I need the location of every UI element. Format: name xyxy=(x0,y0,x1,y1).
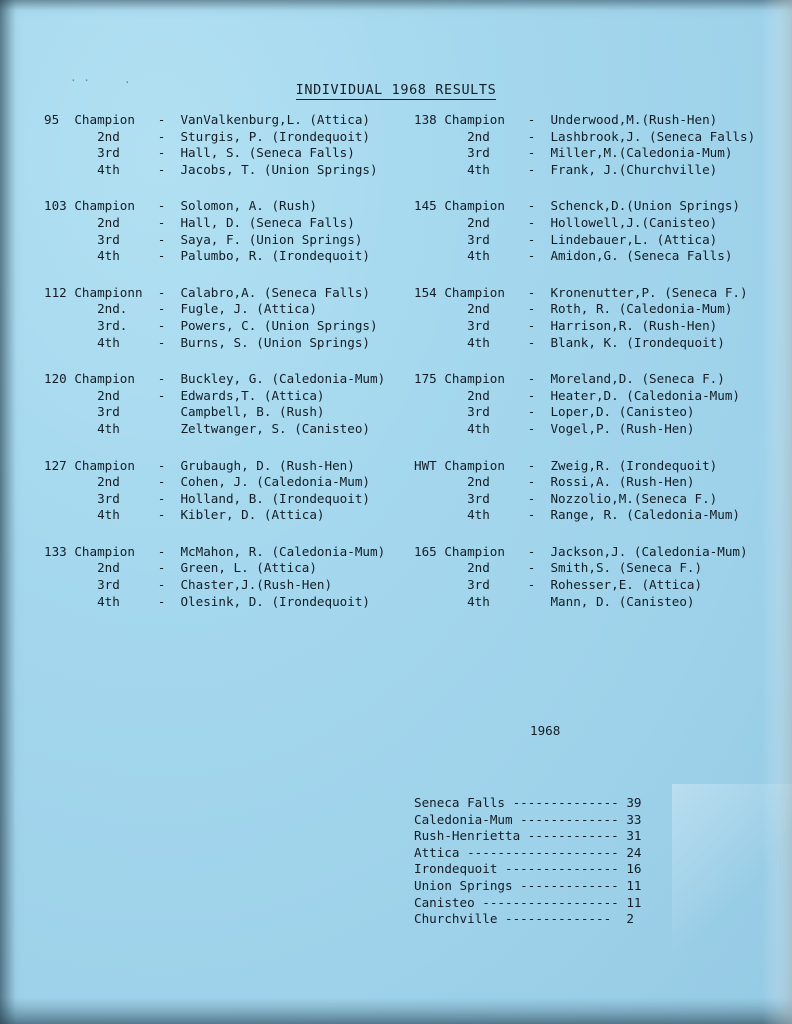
result-row xyxy=(414,577,755,594)
page-edge-top xyxy=(0,0,792,10)
placement-label: 3rd xyxy=(66,577,151,593)
placement-label: 2nd xyxy=(436,301,521,317)
row-dash: - xyxy=(527,371,536,387)
result-row xyxy=(44,560,385,577)
wrestler-name-school: Campbell, B. (Rush) xyxy=(172,404,325,420)
leader-dots: ------------- xyxy=(520,877,619,893)
placement-label: 2nd xyxy=(66,474,151,490)
result-row xyxy=(44,507,385,524)
placement-label: Champion xyxy=(66,198,151,214)
placement-label: 4th xyxy=(436,334,521,350)
placement-label: 3rd xyxy=(66,231,151,247)
ink-smudge-right: · xyxy=(124,76,131,89)
result-row xyxy=(414,404,755,421)
placement-label: 4th xyxy=(436,161,521,177)
result-row xyxy=(414,318,755,335)
leader-dots: --------------- xyxy=(505,861,619,877)
team-score-row xyxy=(414,812,641,829)
row-dash: - xyxy=(157,490,166,506)
wrestler-name-school: Cohen, J. (Caledonia-Mum) xyxy=(172,474,371,490)
weight-class-group xyxy=(414,544,755,610)
row-dash: - xyxy=(527,161,536,177)
result-row xyxy=(414,421,755,438)
result-row xyxy=(414,371,755,388)
placement-label: 4th xyxy=(66,334,151,350)
placement-label: Champion xyxy=(436,112,521,127)
leader-dots: ------------------ xyxy=(482,894,619,910)
result-row xyxy=(414,145,755,162)
placement-label: 3rd xyxy=(436,490,521,506)
wrestler-name-school: Saya, F. (Union Springs) xyxy=(172,231,363,247)
weight-class-group xyxy=(414,198,755,264)
result-row xyxy=(44,232,385,249)
row-dash: - xyxy=(157,128,166,144)
row-dash: - xyxy=(527,214,536,230)
weight-class-group xyxy=(414,285,755,351)
result-row xyxy=(44,248,385,265)
row-dash: - xyxy=(157,112,166,127)
weight-class-group xyxy=(44,285,385,351)
placement-label: Champion xyxy=(66,371,151,387)
placement-label: 3rd xyxy=(436,317,521,333)
placement-label: 3rd xyxy=(436,231,521,247)
team-name: Caledonia-Mum xyxy=(414,811,521,827)
row-dash: - xyxy=(527,404,536,420)
row-dash: - xyxy=(157,317,166,333)
row-dash: - xyxy=(527,420,536,436)
wrestler-name-school: Green, L. (Attica) xyxy=(172,560,317,576)
row-dash: - xyxy=(527,231,536,247)
wrestler-name-school: Olesink, D. (Irondequoit) xyxy=(172,593,371,609)
team-score-row xyxy=(414,911,641,928)
wrestler-name-school: Powers, C. (Union Springs) xyxy=(172,317,378,333)
wrestler-name-school: Jacobs, T. (Union Springs) xyxy=(172,161,378,177)
team-score: 33 xyxy=(618,811,642,827)
leader-dots: ------------- xyxy=(520,811,619,827)
row-dash: - xyxy=(527,145,536,161)
wrestler-name-school: Hollowell,J.(Canisteo) xyxy=(542,214,718,230)
team-score-row xyxy=(414,895,641,912)
row-dash: - xyxy=(157,387,166,403)
result-row xyxy=(44,474,385,491)
placement-label: Champion xyxy=(436,371,521,387)
results-column-right xyxy=(414,112,755,630)
placement-label: 2nd xyxy=(436,560,521,576)
row-dash: - xyxy=(157,161,166,177)
result-row xyxy=(414,388,755,405)
weight-class-label: 145 xyxy=(414,198,437,214)
row-dash: - xyxy=(157,560,166,576)
result-row xyxy=(44,404,385,421)
team-name: Churchville xyxy=(414,911,505,927)
wrestler-name-school: Miller,M.(Caledonia-Mum) xyxy=(542,145,733,161)
row-dash: - xyxy=(157,231,166,247)
result-row xyxy=(44,198,385,215)
row-dash: - xyxy=(157,577,166,593)
wrestler-name-school: Vogel,P. (Rush-Hen) xyxy=(542,420,695,436)
row-dash: - xyxy=(527,248,536,264)
placement-label: Championn xyxy=(66,284,151,300)
wrestler-name-school: Lashbrook,J. (Seneca Falls) xyxy=(542,128,756,144)
wrestler-name-school: Edwards,T. (Attica) xyxy=(172,387,325,403)
result-row xyxy=(414,162,755,179)
weight-class-label: 120 xyxy=(44,371,67,387)
wrestler-name-school: Chaster,J.(Rush-Hen) xyxy=(172,577,333,593)
wrestler-name-school: Range, R. (Caledonia-Mum) xyxy=(542,507,741,523)
result-row xyxy=(414,560,755,577)
team-name: Canisteo xyxy=(414,894,483,910)
team-score: 24 xyxy=(618,844,642,860)
wrestler-name-school: Amidon,G. (Seneca Falls) xyxy=(542,248,733,264)
result-row xyxy=(44,491,385,508)
result-row xyxy=(44,129,385,146)
placement-label: 2nd xyxy=(436,474,521,490)
result-row xyxy=(44,335,385,352)
page-edge-bottom xyxy=(0,998,792,1024)
weight-class-label: 154 xyxy=(414,284,437,300)
row-dash: - xyxy=(527,301,536,317)
team-score-row xyxy=(414,795,641,812)
wrestler-name-school: Hall, D. (Seneca Falls) xyxy=(172,214,355,230)
placement-label: 2nd xyxy=(66,128,151,144)
wrestler-name-school: Smith,S. (Seneca F.) xyxy=(542,560,703,576)
result-row xyxy=(414,544,755,561)
row-dash: - xyxy=(527,112,536,127)
placement-label: 3rd xyxy=(66,145,151,161)
result-row xyxy=(414,594,755,611)
row-dash: - xyxy=(157,248,166,264)
placement-label: 2nd xyxy=(436,387,521,403)
weight-class-group xyxy=(44,112,385,178)
placement-label: 4th xyxy=(436,593,521,609)
placement-label: 2nd xyxy=(436,214,521,230)
placement-label: 4th xyxy=(66,420,151,436)
result-row xyxy=(414,112,755,129)
wrestler-name-school: Calabro,A. (Seneca Falls) xyxy=(172,284,371,300)
team-score: 39 xyxy=(618,794,642,810)
wrestler-name-school: Jackson,J. (Caledonia-Mum) xyxy=(542,543,748,559)
row-dash: - xyxy=(527,543,536,559)
team-score: 2 xyxy=(611,911,634,927)
placement-label: 4th xyxy=(66,593,151,609)
row-dash: - xyxy=(527,577,536,593)
result-row xyxy=(44,112,385,129)
wrestler-name-school: Loper,D. (Canisteo) xyxy=(542,404,695,420)
row-dash: - xyxy=(157,371,166,387)
page-crease-right xyxy=(762,0,792,1024)
weight-class-label: 165 xyxy=(414,543,437,559)
team-name: Union Springs xyxy=(414,877,521,893)
row-dash: - xyxy=(527,457,536,473)
wrestler-name-school: Zeltwanger, S. (Canisteo) xyxy=(172,420,371,436)
row-dash: - xyxy=(527,198,536,214)
placement-label: 4th xyxy=(66,161,151,177)
placement-label: 3rd xyxy=(436,404,521,420)
wrestler-name-school: Holland, B. (Irondequoit) xyxy=(172,490,371,506)
result-row xyxy=(414,491,755,508)
wrestler-name-school: Rohesser,E. (Attica) xyxy=(542,577,703,593)
wrestler-name-school: Grubaugh, D. (Rush-Hen) xyxy=(172,457,355,473)
page-edge-left xyxy=(0,0,16,1024)
wrestler-name-school: Schenck,D.(Union Springs) xyxy=(542,198,741,214)
row-dash: - xyxy=(527,474,536,490)
result-row xyxy=(44,301,385,318)
row-dash: - xyxy=(157,284,166,300)
result-row xyxy=(44,318,385,335)
team-scores-year: 1968 xyxy=(530,723,561,739)
row-dash: - xyxy=(157,474,166,490)
wrestler-name-school: Lindebauer,L. (Attica) xyxy=(542,231,718,247)
placement-label: 3rd. xyxy=(66,317,151,333)
team-score: 31 xyxy=(618,828,642,844)
result-row xyxy=(44,577,385,594)
row-dash xyxy=(150,404,173,421)
row-dash: - xyxy=(157,145,166,161)
placement-label: 2nd xyxy=(66,214,151,230)
weight-class-label: 95 xyxy=(44,112,60,127)
wrestler-name-school: Rossi,A. (Rush-Hen) xyxy=(542,474,695,490)
placement-label: 2nd xyxy=(436,128,521,144)
result-row xyxy=(44,544,385,561)
team-score: 11 xyxy=(618,894,642,910)
result-row xyxy=(44,285,385,302)
placement-label: Champion xyxy=(436,198,521,214)
weight-class-group xyxy=(414,112,755,178)
placement-label: 4th xyxy=(436,507,521,523)
result-row xyxy=(44,145,385,162)
result-row xyxy=(414,301,755,318)
wrestler-name-school: Kronenutter,P. (Seneca F.) xyxy=(542,284,748,300)
leader-dots: ------------ xyxy=(527,828,619,844)
wrestler-name-school: Burns, S. (Union Springs) xyxy=(172,334,371,350)
ink-smudge-left: · · xyxy=(70,74,90,87)
result-row xyxy=(414,335,755,352)
weight-class-group xyxy=(414,458,755,524)
result-row xyxy=(414,198,755,215)
team-scores-block xyxy=(414,690,641,961)
leader-dots: -------------- xyxy=(512,794,619,810)
placement-label: 3rd xyxy=(436,145,521,161)
weight-class-group xyxy=(44,371,385,437)
result-row xyxy=(44,162,385,179)
placement-label: 3rd xyxy=(66,490,151,506)
leader-dots: -------------- xyxy=(505,911,612,927)
wrestler-name-school: Fugle, J. (Attica) xyxy=(172,301,317,317)
wrestler-name-school: Heater,D. (Caledonia-Mum) xyxy=(542,387,741,403)
wrestler-name-school: Blank, K. (Irondequoit) xyxy=(542,334,725,350)
weight-class-label: 133 xyxy=(44,543,67,559)
placement-label: 4th xyxy=(436,420,521,436)
placement-label: Champion xyxy=(436,284,521,300)
placement-label: 4th xyxy=(66,248,151,264)
placement-label: Champion xyxy=(436,457,521,473)
team-score-row xyxy=(414,845,641,862)
team-name: Attica xyxy=(414,844,468,860)
wrestler-name-school: Sturgis, P. (Irondequoit) xyxy=(172,128,371,144)
result-row xyxy=(414,232,755,249)
team-scores-rows xyxy=(414,795,641,928)
wrestler-name-school: Palumbo, R. (Irondequoit) xyxy=(172,248,371,264)
row-dash: - xyxy=(157,507,166,523)
weight-class-label: 138 xyxy=(414,112,437,127)
team-name: Irondequoit xyxy=(414,861,505,877)
row-dash: - xyxy=(527,317,536,333)
row-dash: - xyxy=(527,128,536,144)
wrestler-name-school: Harrison,R. (Rush-Hen) xyxy=(542,317,718,333)
weight-class-group xyxy=(44,458,385,524)
row-dash: - xyxy=(157,198,166,214)
row-dash: - xyxy=(157,301,166,317)
placement-label: 4th xyxy=(66,507,151,523)
team-name: Rush-Henrietta xyxy=(414,828,528,844)
wrestler-name-school: McMahon, R. (Caledonia-Mum) xyxy=(172,543,386,559)
result-row xyxy=(414,285,755,302)
result-row xyxy=(44,371,385,388)
row-dash: - xyxy=(157,457,166,473)
placement-label: 2nd xyxy=(66,387,151,403)
wrestler-name-school: VanValkenburg,L. (Attica) xyxy=(172,112,371,127)
result-row xyxy=(44,215,385,232)
placement-label: Champion xyxy=(66,112,151,127)
row-dash: - xyxy=(527,507,536,523)
wrestler-name-school: Zweig,R. (Irondequoit) xyxy=(542,457,718,473)
row-dash: - xyxy=(527,284,536,300)
weight-class-label: 112 xyxy=(44,284,67,300)
result-row xyxy=(44,594,385,611)
wrestler-name-school: Mann, D. (Canisteo) xyxy=(542,593,695,609)
wrestler-name-school: Solomon, A. (Rush) xyxy=(172,198,317,214)
result-row xyxy=(414,458,755,475)
wrestler-name-school: Underwood,M.(Rush-Hen) xyxy=(542,112,718,127)
row-dash: - xyxy=(527,387,536,403)
wrestler-name-school: Roth, R. (Caledonia-Mum) xyxy=(542,301,733,317)
weight-class-group xyxy=(44,198,385,264)
row-dash xyxy=(520,594,543,611)
placement-label: 4th xyxy=(436,248,521,264)
weight-class-group xyxy=(44,544,385,610)
row-dash: - xyxy=(157,543,166,559)
row-dash: - xyxy=(527,334,536,350)
team-score-row xyxy=(414,878,641,895)
result-row xyxy=(44,388,385,405)
weight-class-group xyxy=(414,371,755,437)
placement-label: 2nd xyxy=(66,560,151,576)
weight-class-label: 103 xyxy=(44,198,67,214)
result-row xyxy=(414,129,755,146)
wrestler-name-school: Frank, J.(Churchville) xyxy=(542,161,718,177)
row-dash: - xyxy=(157,214,166,230)
team-score: 11 xyxy=(618,877,642,893)
leader-dots: -------------------- xyxy=(467,844,619,860)
team-score-row xyxy=(414,828,641,845)
wrestler-name-school: Kibler, D. (Attica) xyxy=(172,507,325,523)
wrestler-name-school: Hall, S. (Seneca Falls) xyxy=(172,145,355,161)
wrestler-name-school: Moreland,D. (Seneca F.) xyxy=(542,371,725,387)
result-row xyxy=(44,421,385,438)
result-row xyxy=(414,507,755,524)
placement-label: Champion xyxy=(66,543,151,559)
result-row xyxy=(44,458,385,475)
page-title-text: INDIVIDUAL 1968 RESULTS xyxy=(295,82,497,98)
row-dash: - xyxy=(157,593,166,609)
weight-class-label: 175 xyxy=(414,371,437,387)
team-name: Seneca Falls xyxy=(414,794,513,810)
row-dash: - xyxy=(157,334,166,350)
result-row xyxy=(414,248,755,265)
result-row xyxy=(414,215,755,232)
page-title xyxy=(0,82,792,98)
placement-label: 2nd. xyxy=(66,301,151,317)
placement-label: Champion xyxy=(66,457,151,473)
page-crease-corner xyxy=(672,784,792,964)
placement-label: 3rd xyxy=(66,404,151,420)
result-row xyxy=(414,474,755,491)
team-score-row xyxy=(414,861,641,878)
weight-class-label: HWT xyxy=(414,457,437,473)
placement-label: Champion xyxy=(436,543,521,559)
weight-class-label: 127 xyxy=(44,457,67,473)
wrestler-name-school: Buckley, G. (Caledonia-Mum) xyxy=(172,371,386,387)
row-dash xyxy=(150,421,173,438)
team-score: 16 xyxy=(618,861,642,877)
results-column-left xyxy=(44,112,385,630)
row-dash: - xyxy=(527,490,536,506)
wrestler-name-school: Nozzolio,M.(Seneca F.) xyxy=(542,490,718,506)
placement-label: 3rd xyxy=(436,577,521,593)
row-dash: - xyxy=(527,560,536,576)
